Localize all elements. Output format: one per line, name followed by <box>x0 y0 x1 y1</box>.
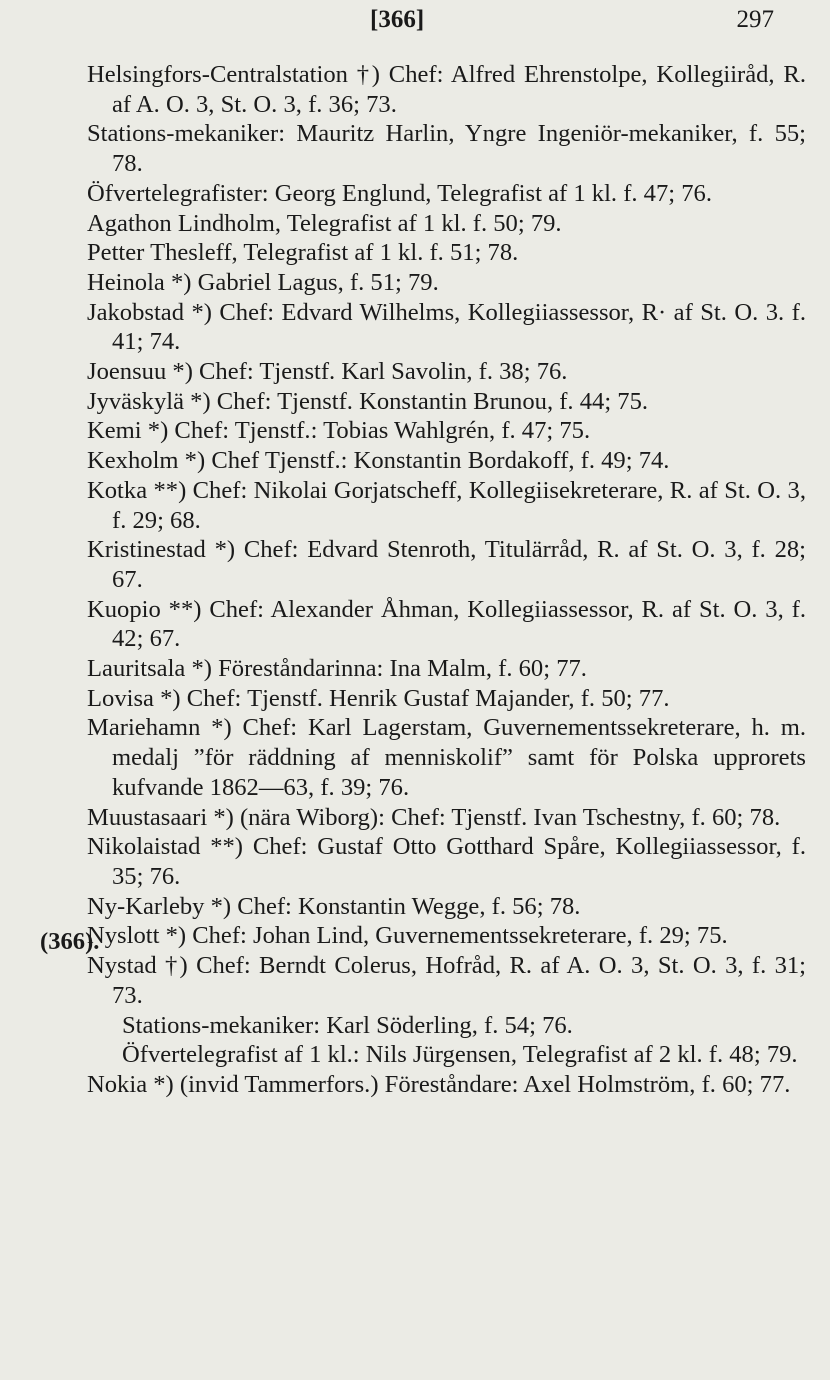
page-number: 297 <box>736 6 774 33</box>
bracketed-page-reference: [366] <box>370 6 425 33</box>
directory-entry: Jyväskylä *) Chef: Tjenstf. Konstantin Brunou, f. 44; 75. <box>87 387 649 415</box>
directory-entry: Öfvertelegrafist af 1 kl.: Nils Jürgensen, Telegrafist af 2 kl. f. 48; 79. <box>122 1041 798 1069</box>
directory-entry: Kotka **) Chef: Nikolai Gorjatscheff, Kollegiisekreterare, R. af St. O. 3, f. 29; 68. <box>87 476 806 534</box>
directory-entry: Joensuu *) Chef: Tjenstf. Karl Savolin, f. 38; 76. <box>87 358 568 386</box>
page-header <box>0 4 830 44</box>
directory-entry: Nyslott *) Chef: Johan Lind, Guvernementssekreterare, f. 29; 75. <box>87 922 728 950</box>
directory-entry: Kuopio **) Chef: Alexander Åhman, Kollegiiassessor, R. af St. O. 3, f. 42; 67. <box>87 595 806 653</box>
directory-entry: Lovisa *) Chef: Tjenstf. Henrik Gustaf Majander, f. 50; 77. <box>87 684 670 712</box>
directory-entry: Kexholm *) Chef Tjenstf.: Konstantin Bordakoff, f. 49; 74. <box>87 447 670 475</box>
directory-entry: Öfvertelegrafister: Georg Englund, Telegrafist af 1 kl. f. 47; 76. <box>87 179 713 207</box>
margin-reference: (366). <box>40 928 100 955</box>
directory-entry: Jakobstad *) Chef: Edvard Wilhelms, Kollegiiassessor, R· af St. O. 3. f. 41; 74. <box>87 298 806 356</box>
directory-entry: Helsingfors-Centralstation †) Chef: Alfred Ehrenstolpe, Kollegiiråd, R. af A. O. 3, St. O. 3, f. 36; 73. <box>87 61 806 118</box>
directory-entry: Kemi *) Chef: Tjenstf.: Tobias Wahlgrén, f. 47; 75. <box>87 417 591 445</box>
directory-entry: Stations-mekaniker: Mauritz Harlin, Yngre Ingeniör-mekaniker, f. 55; 78. <box>87 120 806 178</box>
directory-entry: Nystad †) Chef: Berndt Colerus, Hofråd, R. af A. O. 3, St. O. 3, f. 31; 73. <box>87 952 806 1009</box>
directory-entry: Lauritsala *) Föreståndarinna: Ina Malm, f. 60; 77. <box>87 655 587 683</box>
directory-entry: Kristinestad *) Chef: Edvard Stenroth, Titulärråd, R. af St. O. 3, f. 28; 67. <box>87 536 806 593</box>
directory-entry: Heinola *) Gabriel Lagus, f. 51; 79. <box>87 268 439 296</box>
directory-entry: Nikolaistad **) Chef: Gustaf Otto Gotthard Spåre, Kollegiiassessor, f. 35; 76. <box>87 833 806 890</box>
directory-entry: Stations-mekaniker: Karl Söderling, f. 54; 76. <box>122 1011 573 1039</box>
directory-entry: Ny-Karleby *) Chef: Konstantin Wegge, f. 56; 78. <box>87 892 581 920</box>
directory-entry: Agathon Lindholm, Telegrafist af 1 kl. f. 50; 79. <box>87 209 562 237</box>
directory-entry: Muustasaari *) (nära Wiborg): Chef: Tjenstf. Ivan Tschestny, f. 60; 78. <box>87 803 781 831</box>
station-directory-list <box>0 60 830 1100</box>
directory-entry: Mariehamn *) Chef: Karl Lagerstam, Guvernementssekreterare, h. m. medalj ”för räddning af menniskolif” samt för Polska upprorets kufvande 1862—63, f. 39; 76. <box>87 714 806 801</box>
directory-entry: Nokia *) (invid Tammerfors.) Föreståndare: Axel Holmström, f. 60; 77. <box>87 1070 791 1098</box>
directory-entry: Petter Thesleff, Telegrafist af 1 kl. f. 51; 78. <box>87 239 519 267</box>
